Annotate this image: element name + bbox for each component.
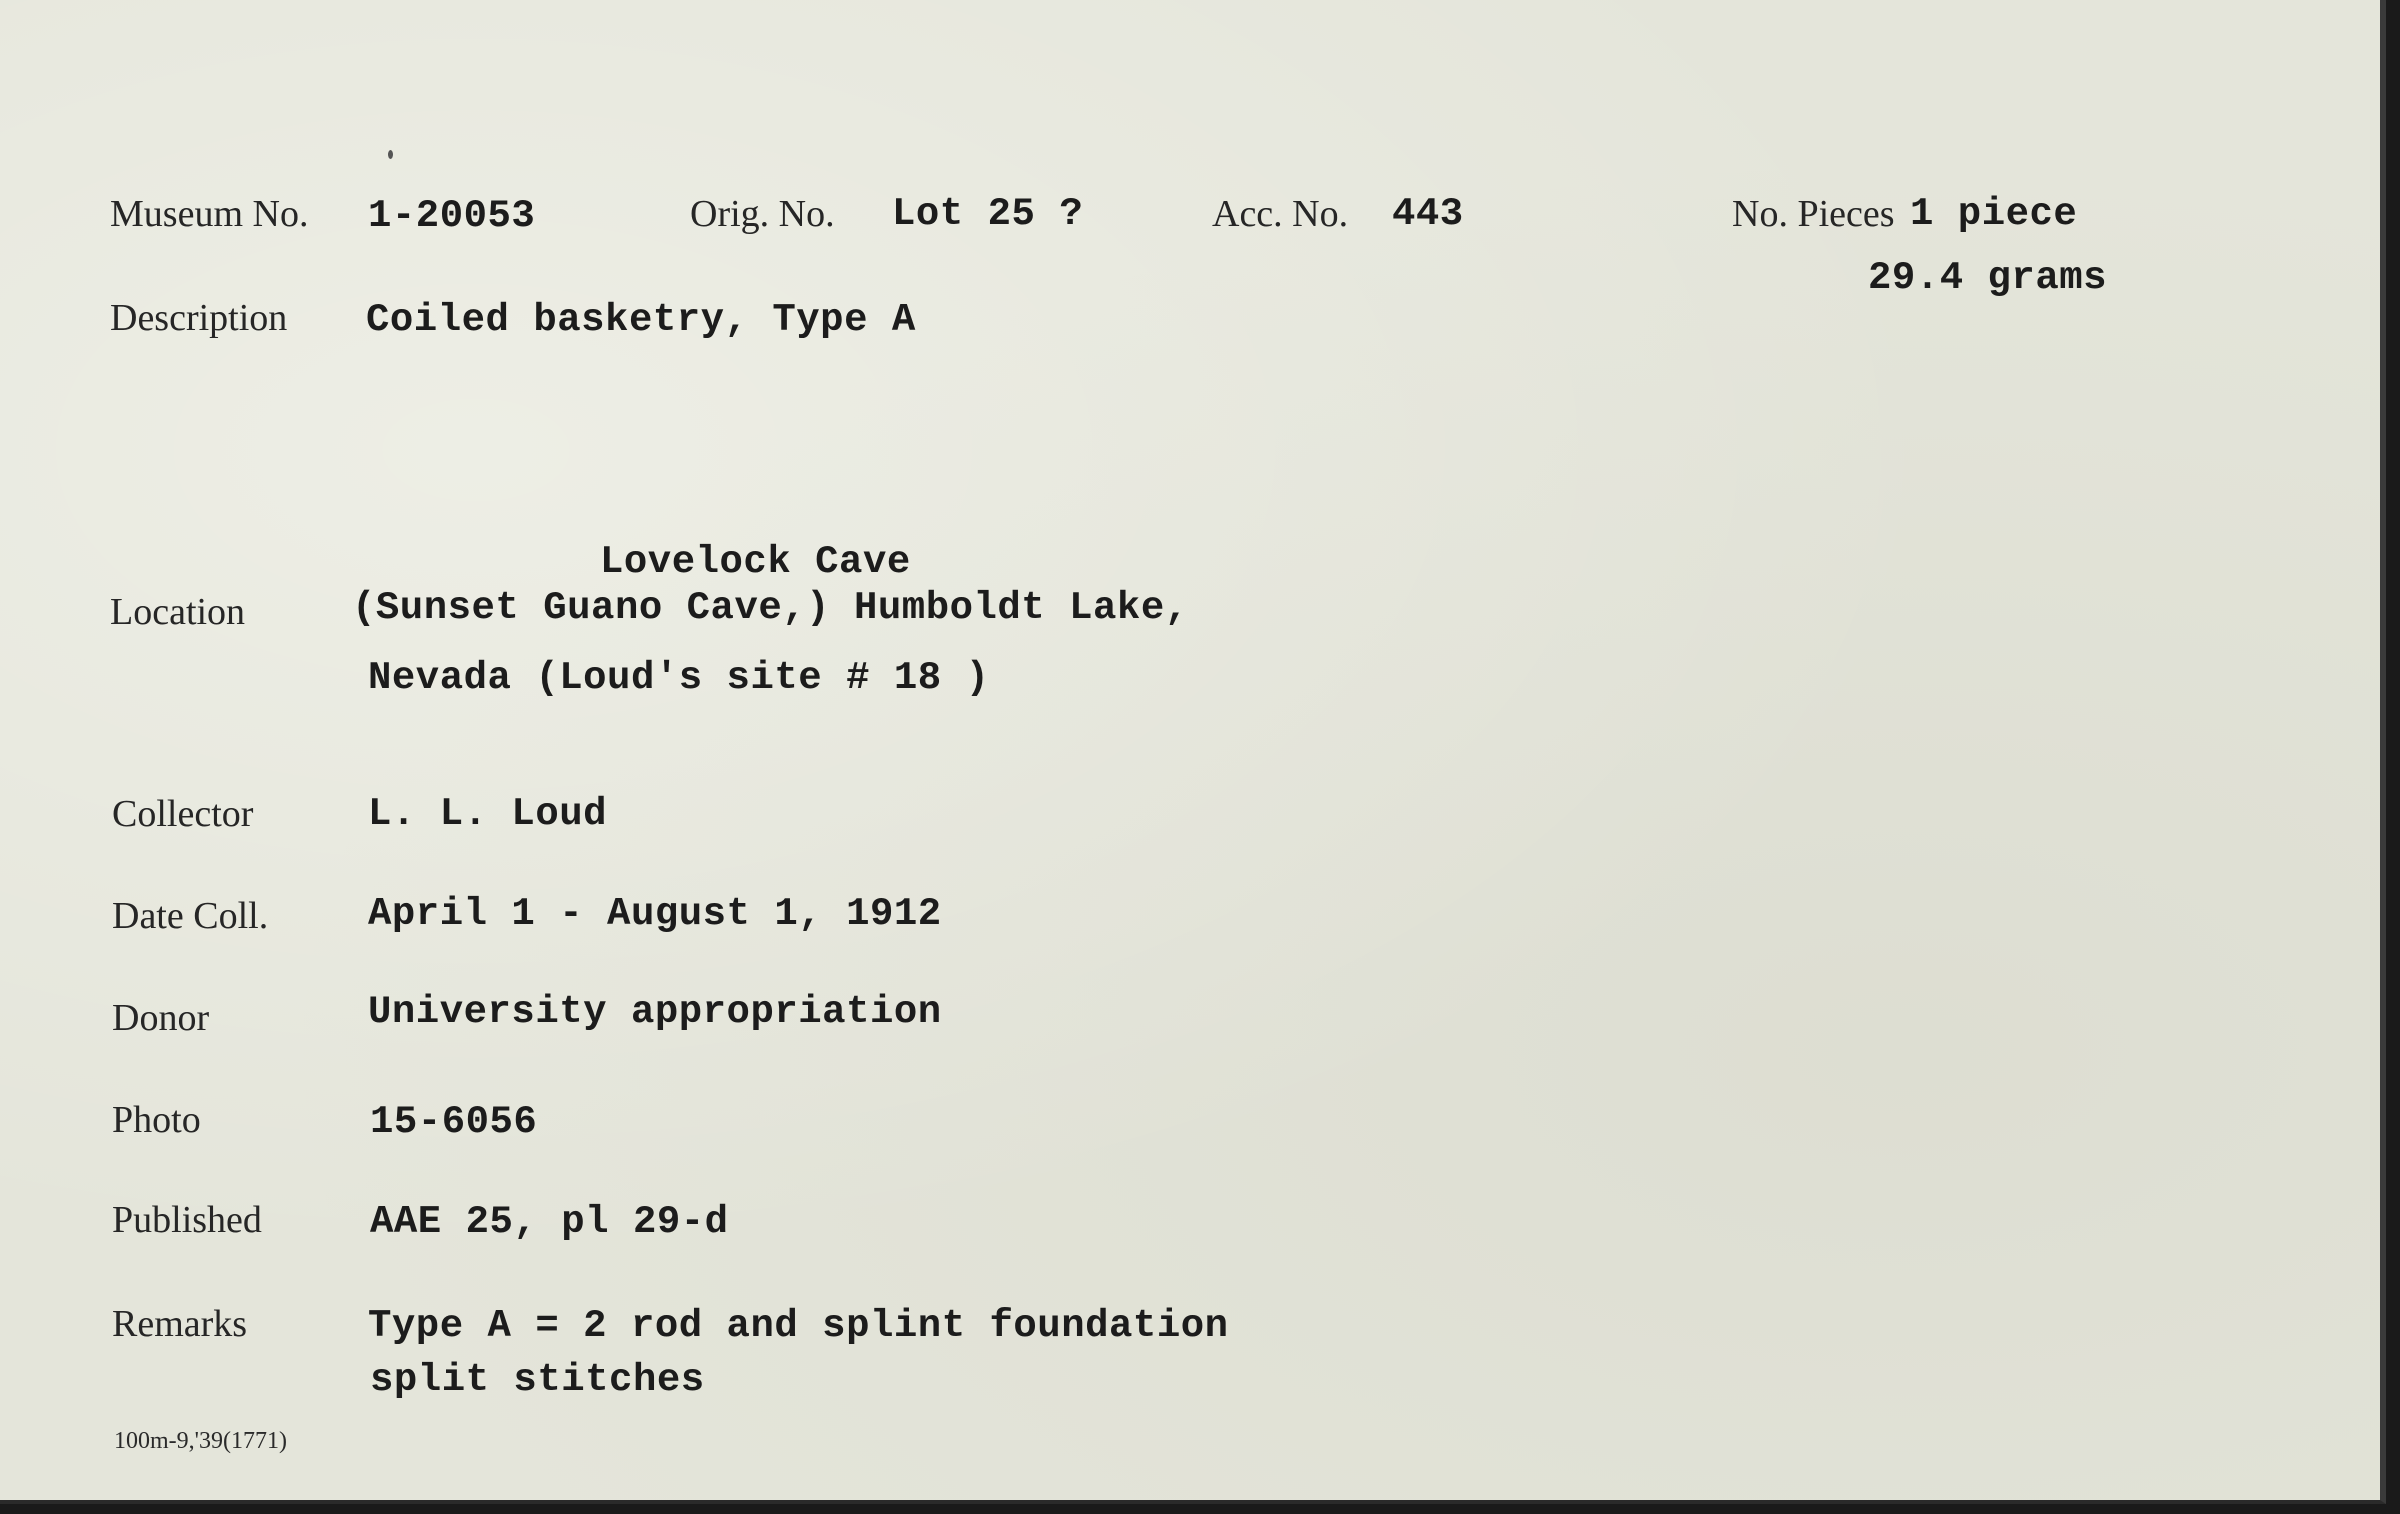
location-line-above: Lovelock Cave: [600, 540, 911, 584]
remarks-line-1: Type A = 2 rod and splint foundation: [368, 1304, 1229, 1348]
date-coll-label: Date Coll.: [112, 895, 269, 937]
orig-no-value: Lot 25 ?: [892, 192, 1084, 236]
remarks-label: Remarks: [112, 1303, 248, 1345]
location-line-1: (Sunset Guano Cave,) Humboldt Lake,: [352, 586, 1189, 630]
photo-label: Photo: [112, 1099, 201, 1141]
date-coll-value: April 1 - August 1, 1912: [368, 892, 942, 936]
photo-value: 15-6056: [370, 1100, 538, 1144]
location-label: Location: [110, 591, 246, 633]
collector-value: L. L. Loud: [368, 792, 608, 836]
weight-value: 29.4 grams: [1868, 256, 2108, 300]
acc-no-value: 443: [1392, 192, 1464, 236]
museum-no-value: 1-20053: [368, 194, 536, 238]
museum-no-label: Museum No.: [110, 193, 309, 235]
print-code: 100m-9,'39(1771): [114, 1428, 287, 1454]
published-label: Published: [112, 1199, 262, 1241]
collector-label: Collector: [112, 793, 254, 835]
orig-no-label: Orig. No.: [690, 193, 835, 235]
remarks-line-2: split stitches: [370, 1358, 705, 1402]
published-value: AAE 25, pl 29-d: [370, 1200, 729, 1244]
no-pieces-value: 1 piece: [1910, 192, 2078, 236]
acc-no-label: Acc. No.: [1212, 193, 1349, 235]
description-value: Coiled basketry, Type A: [366, 298, 916, 342]
description-label: Description: [110, 297, 288, 339]
donor-label: Donor: [112, 997, 210, 1039]
location-line-2: Nevada (Loud's site # 18 ): [368, 656, 990, 700]
no-pieces-label: No. Pieces: [1732, 193, 1895, 235]
ink-speck: [388, 150, 393, 159]
donor-value: University appropriation: [368, 990, 942, 1034]
